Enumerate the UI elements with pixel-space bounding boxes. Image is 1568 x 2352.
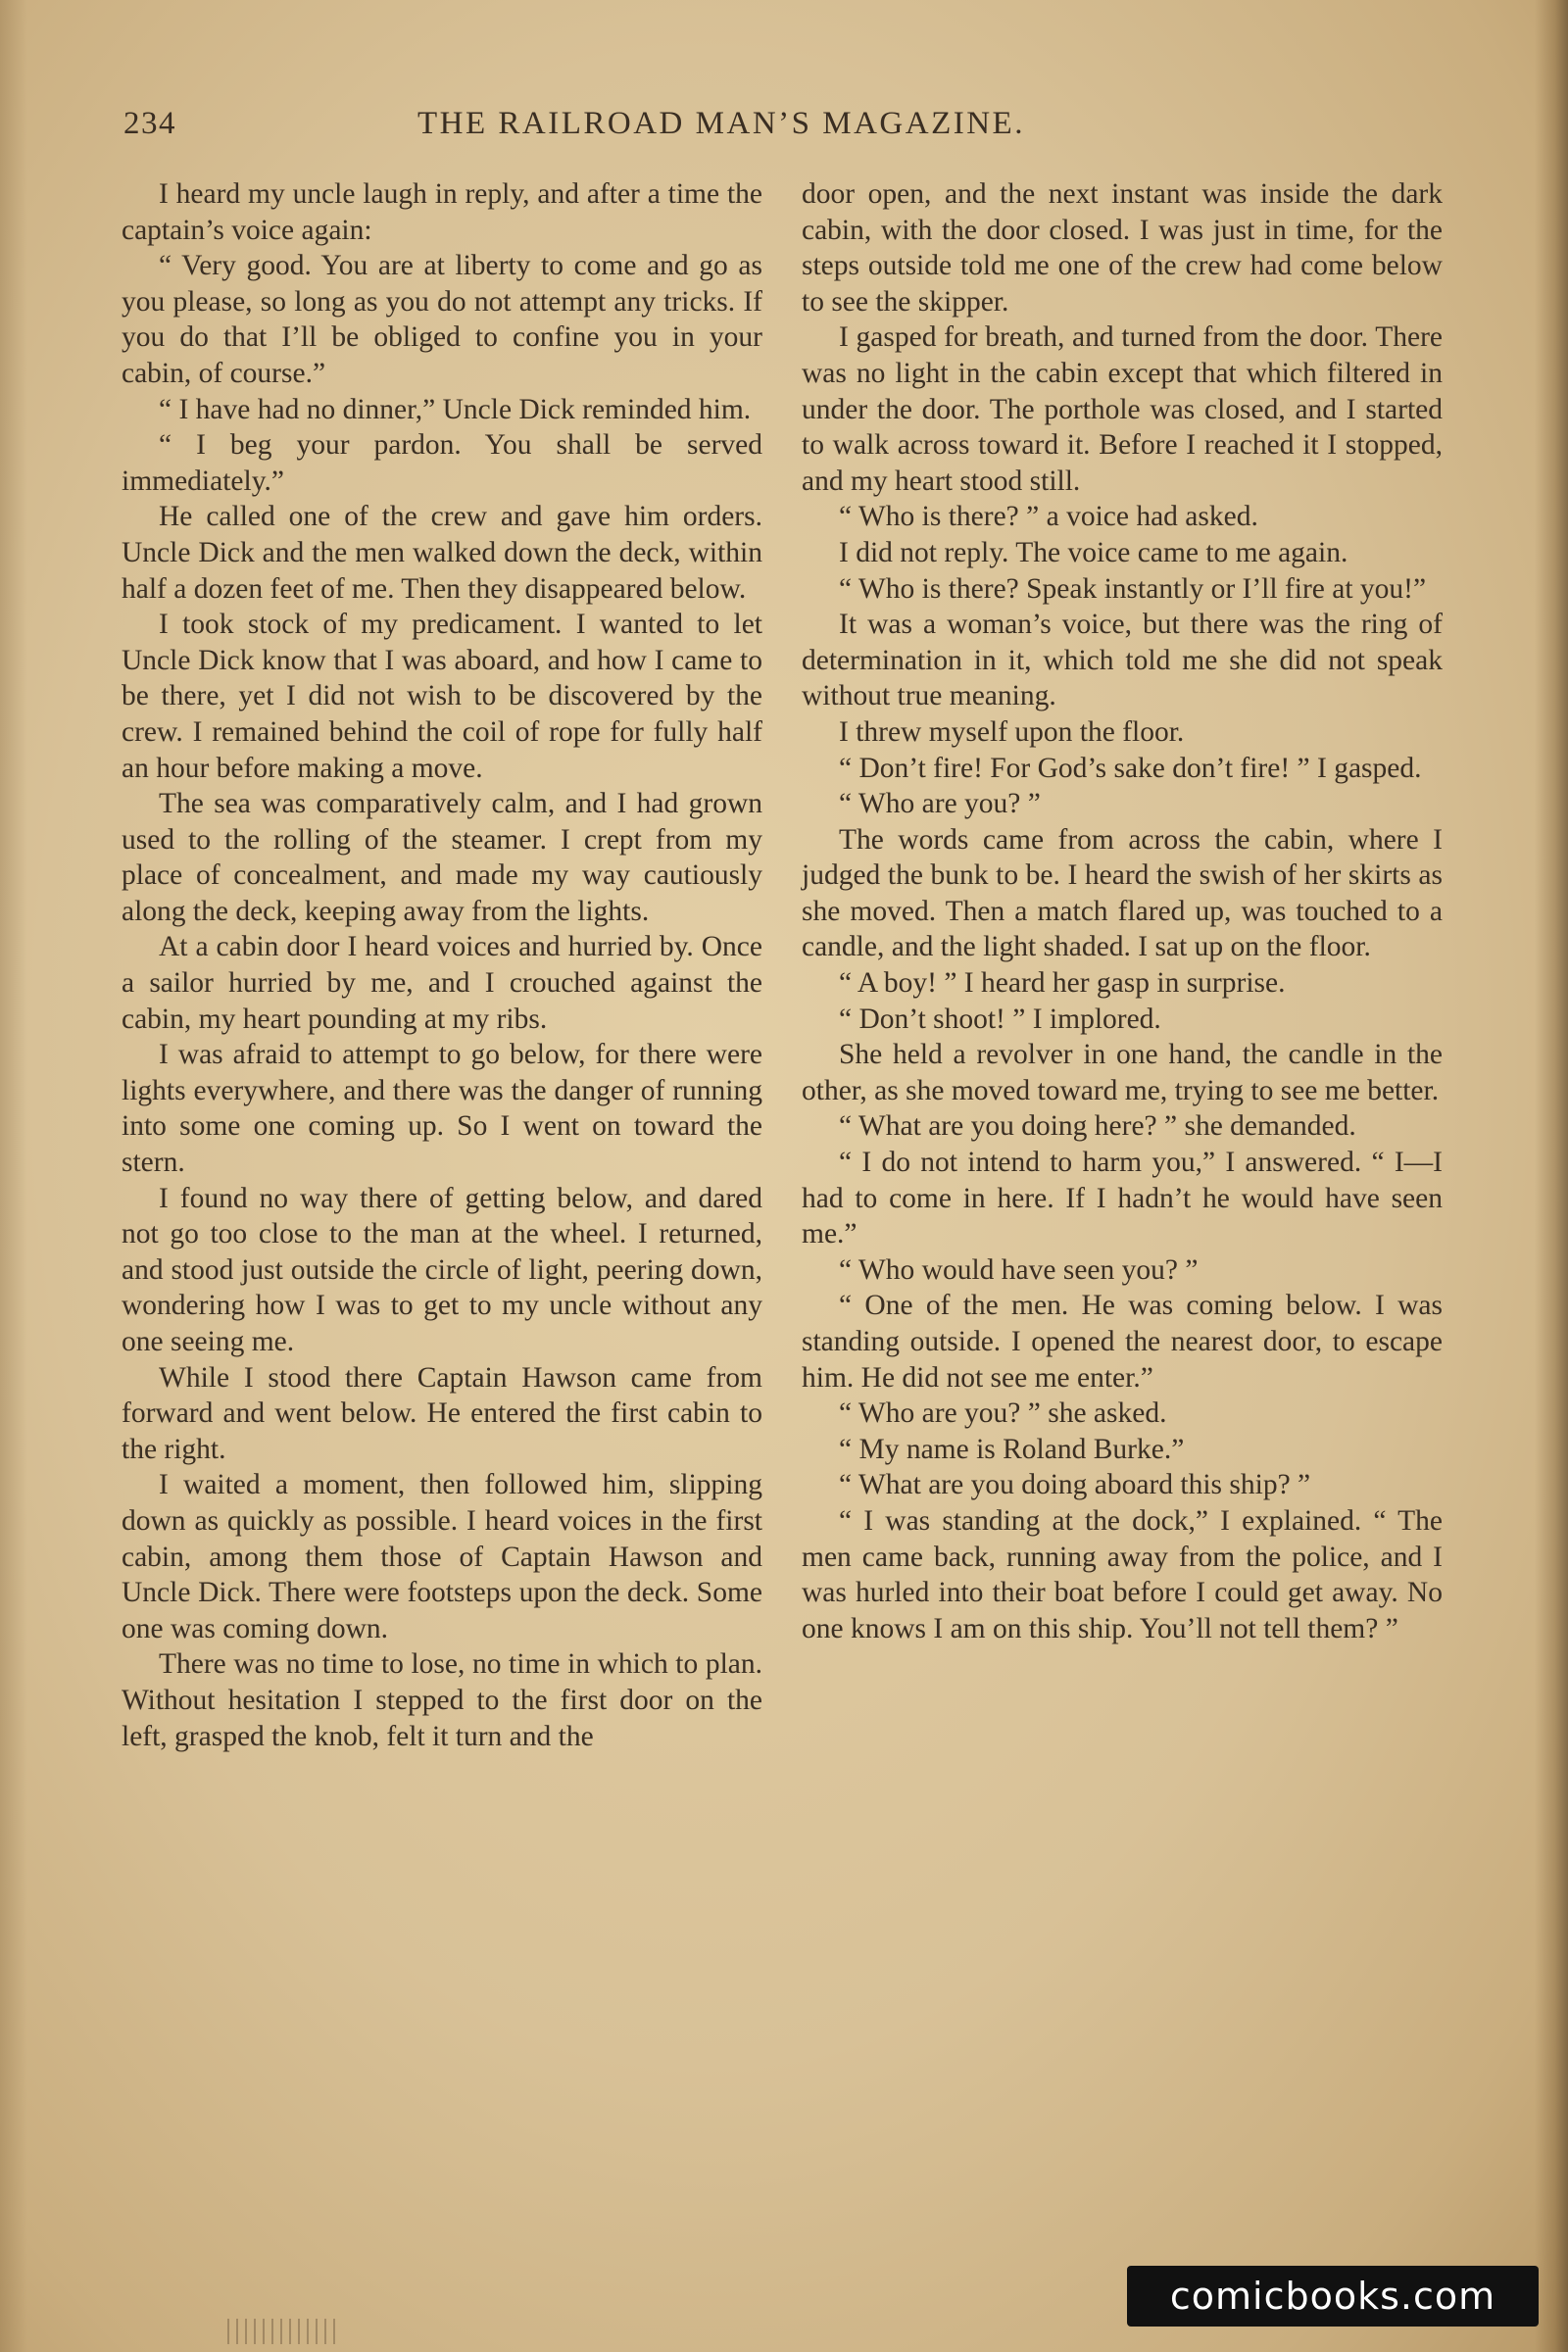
- paragraph: “ My name is Roland Burke.”: [839, 1433, 1185, 1465]
- paragraph: “ What are you doing here? ” she demanded.: [839, 1110, 1356, 1143]
- paragraph: The words came from across the cabin, where I judged the bunk to be. I heard the swish of her skirts as she moved. Then a match flared up, was touched to a candle, and the light shaded. I sat up on the floor.: [802, 823, 1443, 963]
- binding-marks: [227, 2319, 335, 2344]
- page-edge-shadow-right: [1535, 0, 1568, 2352]
- paragraph: I was afraid to attempt to go below, for there were lights everywhere, and there was the danger of running into some one coming up. So I went on toward the stern.: [122, 1039, 762, 1179]
- paragraph: I did not reply. The voice came to me again.: [839, 536, 1348, 568]
- paragraph: There was no time to lose, no time in which to plan. Without hesitation I stepped to the first door on the left, grasped the knob, felt it turn and the: [122, 1648, 762, 1752]
- paragraph: I found no way there of getting below, and dared not go too close to the man at the wheel. I returned, and stood just outside the circle of light, peering down, wondering how I was to get to my uncle without any one seeing me.: [122, 1182, 762, 1357]
- paragraph: “ A boy! ” I heard her gasp in surprise.: [839, 967, 1286, 1000]
- paragraph: I gasped for breath, and turned from the door. There was no light in the cabin except that which filtered in under the door. The porthole was closed, and I started to walk across toward it. Before I reached it I stopped, and my heart stood still.: [802, 321, 1443, 497]
- paragraph: “ Who are you? ” she asked.: [839, 1397, 1167, 1430]
- text-column-right: [802, 176, 1443, 1646]
- paragraph: I waited a moment, then followed him, slipping down as quickly as possible. I heard voices in the first cabin, among them those of Captain Hawson and Uncle Dick. There were footsteps upon the deck. Some one was coming down.: [122, 1469, 762, 1644]
- paragraph: “ One of the men. He was coming below. I was standing outside. I opened the nearest door, to escape him. He did not see me enter.”: [802, 1290, 1443, 1394]
- watermark-logo: comicbooks.com: [1127, 2266, 1539, 2327]
- running-title: THE RAILROAD MAN’S MAGAZINE.: [417, 106, 1025, 141]
- paragraph: “ I beg your pardon. You shall be served immediately.”: [122, 429, 762, 497]
- paragraph: “ Who would have seen you? ”: [839, 1253, 1199, 1286]
- paragraph: I took stock of my predicament. I wanted to let Uncle Dick know that I was aboard, and how I came to be there, yet I did not wish to be discovered by the crew. I remained behind the coil of rope for fully half an hour before making a move.: [122, 609, 762, 784]
- page-number: 234: [123, 106, 176, 141]
- paragraph: At a cabin door I heard voices and hurried by. Once a sailor hurried by me, and I crouched against the cabin, my heart pounding at my ribs.: [122, 931, 762, 1035]
- page-edge-shadow-left: [0, 0, 27, 2352]
- paragraph: He called one of the crew and gave him orders. Uncle Dick and the men walked down the deck, within half a dozen feet of me. Then they disappeared below.: [122, 501, 762, 605]
- paragraph: “ Who are you? ”: [839, 788, 1041, 820]
- paragraph: “ Very good. You are at liberty to come and go as you please, so long as you do not attempt any tricks. If you do that I’ll be obliged to confine you in your cabin, of course.”: [122, 250, 762, 389]
- paragraph: It was a woman’s voice, but there was the ring of determination in it, which told me she did not speak without true meaning.: [802, 609, 1443, 712]
- paragraph: I heard my uncle laugh in reply, and after a time the captain’s voice again:: [122, 178, 762, 246]
- paragraph: While I stood there Captain Hawson came from forward and went below. He entered the first cabin to the right.: [122, 1361, 762, 1465]
- paragraph: “ I do not intend to harm you,” I answered. “ I—I had to come in here. If I hadn’t he would have seen me.”: [802, 1147, 1443, 1250]
- text-column-left: [122, 176, 762, 1754]
- paragraph: She held a revolver in one hand, the candle in the other, as she moved toward me, trying to see me better.: [802, 1039, 1443, 1106]
- paragraph: “ Don’t shoot! ” I implored.: [839, 1003, 1161, 1035]
- paragraph-continuation: door open, and the next instant was inside the dark cabin, with the door closed. I was just in time, for the steps outside told me one of the crew had come below to see the skipper.: [802, 178, 1443, 318]
- paragraph: “ Don’t fire! For God’s sake don’t fire! ” I gasped.: [839, 752, 1422, 784]
- paragraph: The sea was comparatively calm, and I had grown used to the rolling of the steamer. I crept from my place of concealment, and made my way cautiously along the deck, keeping away from the lights.: [122, 788, 762, 927]
- page-header: [123, 106, 1427, 155]
- paragraph: “ Who is there? ” a voice had asked.: [839, 501, 1258, 533]
- paragraph: “ What are you doing aboard this ship? ”: [839, 1469, 1311, 1501]
- paragraph: “ Who is there? Speak instantly or I’ll fire at you!”: [839, 572, 1427, 605]
- paragraph: “ I have had no dinner,” Uncle Dick reminded him.: [159, 393, 752, 425]
- paragraph: I threw myself upon the floor.: [839, 715, 1185, 748]
- paragraph: “ I was standing at the dock,” I explained. “ The men came back, running away from the police, and I was hurled into their boat before I could get away. No one knows I am on this ship. You’ll not tell them? ”: [802, 1504, 1443, 1644]
